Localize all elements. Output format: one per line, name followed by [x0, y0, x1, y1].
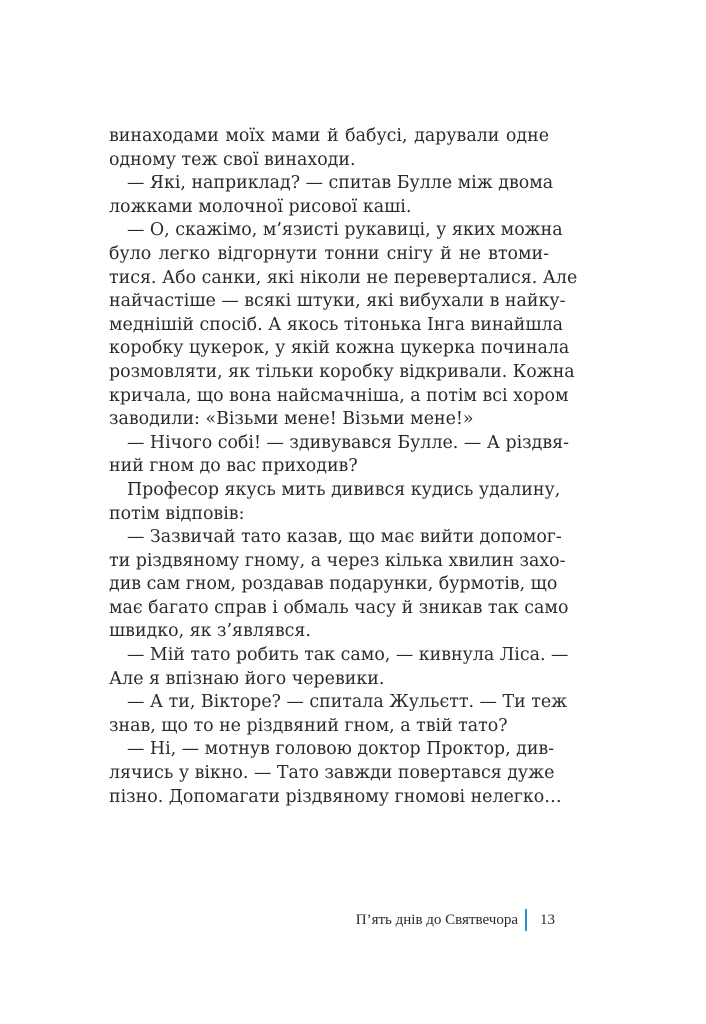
text-line: одному теж свої винаходи. [109, 149, 356, 170]
body-text [109, 125, 578, 809]
text-line: Але я впізнаю його черевики. [109, 668, 385, 689]
text-line: — А ти, Вікторе? — спитала Жульєтт. — Ти теж [127, 692, 568, 713]
text-line: коробку цукерок, у якій кожна цукерка починала [109, 338, 570, 359]
footer-divider [525, 909, 527, 931]
text-line: — Зазвичай тато казав, що має вийти допомог- [127, 527, 562, 548]
text-line: — Які, наприклад? — спитав Булле між двома [127, 173, 554, 194]
text-line: тися. Або санки, які ніколи не переверталися. Але [109, 267, 578, 288]
page-footer [0, 909, 706, 933]
text-line: кричала, що вона найсмачніша, а потім всі хором [109, 385, 569, 406]
text-line: заводили: «Візьми мене! Візьми мене!» [109, 409, 474, 430]
text-line: — Ні, — мотнув головою доктор Проктор, див- [127, 739, 555, 760]
text-line: має багато справ і обмаль часу й зникав так само [109, 597, 569, 618]
text-line: ний гном до вас приходив? [109, 456, 358, 477]
page-number: 13 [540, 912, 555, 928]
text-line: — О, скажімо, м’язисті рукавиці, у яких можна [127, 220, 563, 241]
text-line: знав, що то не різдвяний гном, а твій тато? [109, 715, 508, 736]
running-head: П’ять днів до Святвечора [355, 912, 518, 928]
text-line: найчастіше — всякі штуки, які вибухали в найку- [109, 291, 566, 312]
text-line: розмовляти, як тільки коробку відкривали. Кожна [109, 361, 575, 382]
text-line: було легко відгорнути тонни снігу й не втоми- [109, 243, 549, 264]
text-line: швидко, як з’являвся. [109, 621, 311, 642]
text-line: потім відповів: [109, 503, 245, 524]
text-line: — Нічого собі! — здивувався Булле. — А різдвя- [127, 432, 569, 453]
text-line: див сам гном, роздавав подарунки, бурмотів, що [109, 574, 558, 595]
text-line: — Мій тато робить так само, — кивнула Ліса. — [127, 645, 569, 666]
text-line: пізно. Допомагати різдвяному гномові нелегко… [109, 786, 562, 807]
text-line: Професор якусь мить дивився кудись удалину, [127, 479, 561, 500]
text-line: ти різдвяному гному, а через кілька хвилин захо- [109, 550, 566, 571]
text-line: меднішій спосіб. А якось тітонька Інга винайшла [109, 314, 563, 335]
text-line: винаходами моїх мами й бабусі, дарували одне [109, 126, 549, 146]
text-line: ложками молочної рисової каші. [109, 196, 412, 217]
text-line: лячись у вікно. — Тато завжди повертався дуже [109, 763, 555, 784]
